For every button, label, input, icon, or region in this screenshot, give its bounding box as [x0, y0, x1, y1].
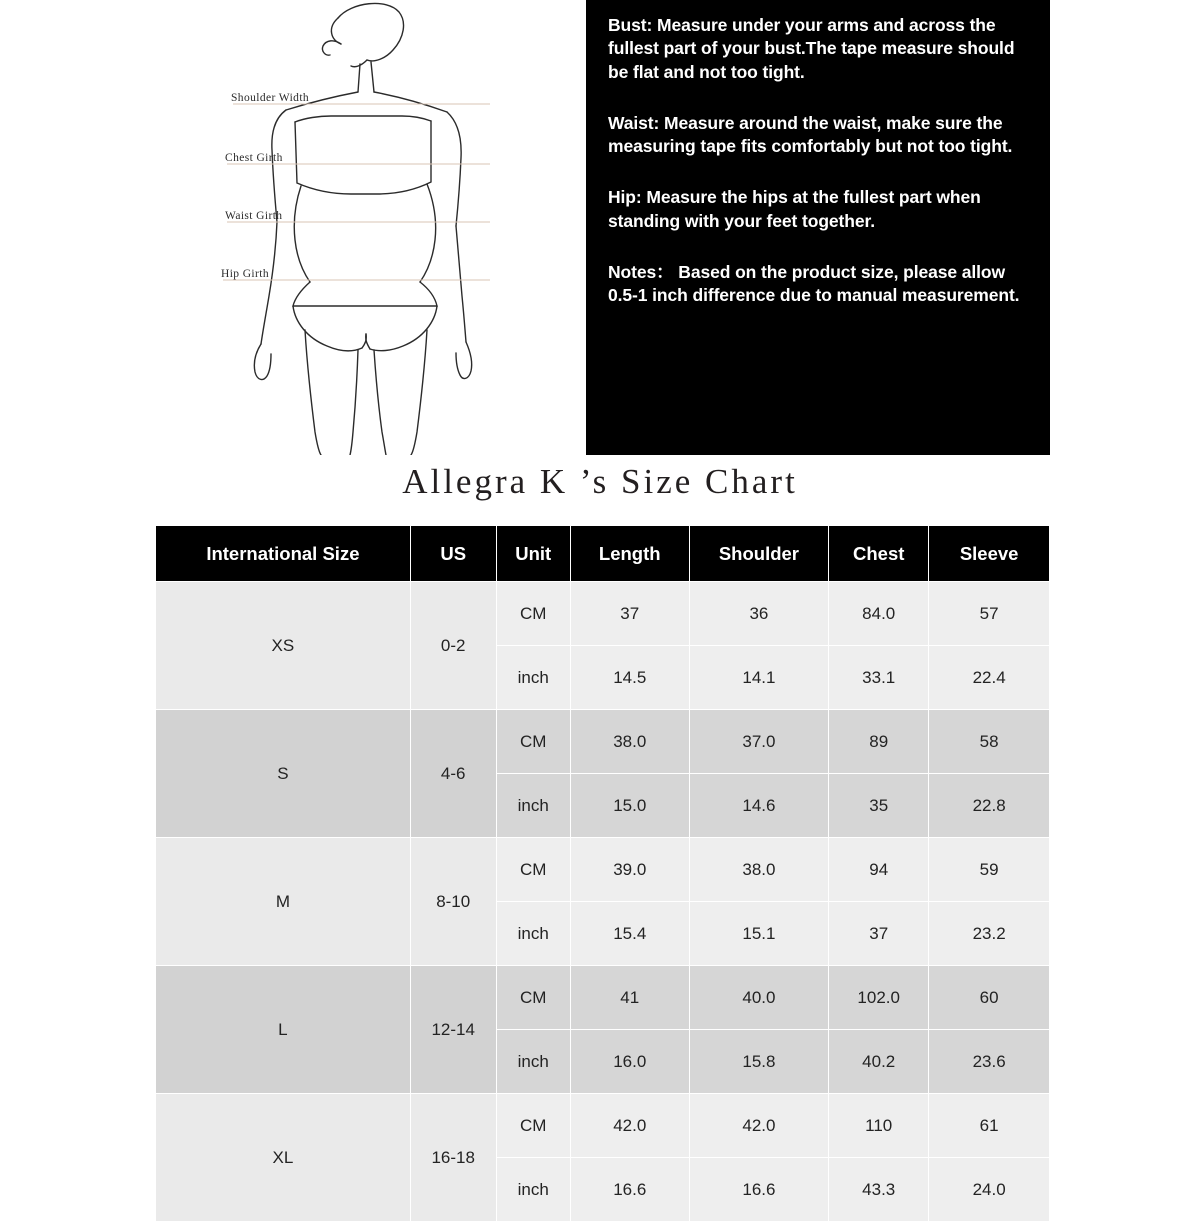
cell-chest: 40.2 [829, 1030, 929, 1094]
cell-unit: CM [496, 582, 570, 646]
cell-length: 41 [570, 966, 689, 1030]
cell-chest: 35 [829, 774, 929, 838]
cell-chest: 37 [829, 902, 929, 966]
cell-chest: 110 [829, 1094, 929, 1158]
cell-shoulder: 36 [689, 582, 828, 646]
cell-unit: CM [496, 838, 570, 902]
cell-shoulder: 14.1 [689, 646, 828, 710]
table-row [156, 582, 1050, 646]
cell-shoulder: 15.8 [689, 1030, 828, 1094]
cell-sleeve: 24.0 [929, 1158, 1050, 1222]
table-row [156, 838, 1050, 902]
label-waist-girth: Waist Girth [225, 210, 283, 222]
cell-international-size: M [156, 838, 411, 966]
table-row [156, 710, 1050, 774]
cell-us-size: 0-2 [410, 582, 496, 710]
size-chart-table-wrapper [155, 525, 1050, 1222]
cell-us-size: 12-14 [410, 966, 496, 1094]
cell-sleeve: 57 [929, 582, 1050, 646]
cell-sleeve: 58 [929, 710, 1050, 774]
cell-shoulder: 14.6 [689, 774, 828, 838]
cell-international-size: XS [156, 582, 411, 710]
cell-international-size: XL [156, 1094, 411, 1222]
cell-unit: inch [496, 646, 570, 710]
cell-chest: 84.0 [829, 582, 929, 646]
cell-shoulder: 40.0 [689, 966, 828, 1030]
cell-length: 39.0 [570, 838, 689, 902]
cell-sleeve: 23.6 [929, 1030, 1050, 1094]
cell-unit: CM [496, 710, 570, 774]
cell-international-size: S [156, 710, 411, 838]
label-shoulder-width: Shoulder Width [231, 92, 310, 104]
column-header-sleeve: Sleeve [929, 526, 1050, 582]
cell-shoulder: 38.0 [689, 838, 828, 902]
cell-chest: 33.1 [829, 646, 929, 710]
size-chart-table [155, 525, 1050, 1222]
cell-chest: 102.0 [829, 966, 929, 1030]
page-title: Allegra K ’s Size Chart [402, 462, 798, 501]
cell-unit: inch [496, 902, 570, 966]
cell-sleeve: 61 [929, 1094, 1050, 1158]
cell-chest: 43.3 [829, 1158, 929, 1222]
column-header-unit: Unit [496, 526, 570, 582]
cell-shoulder: 15.1 [689, 902, 828, 966]
instruction-bust: Bust: Measure under your arms and across the fullest part of your bust.The tape measure should be flat and not too tight. [608, 15, 1015, 82]
instruction-waist: Waist: Measure around the waist, make sure the measuring tape fits comfortably but not too tight. [608, 112, 1013, 157]
cell-length: 38.0 [570, 710, 689, 774]
cell-unit: inch [496, 1030, 570, 1094]
measurement-instructions-panel [586, 0, 1050, 455]
cell-us-size: 8-10 [410, 838, 496, 966]
female-body-outline-icon [155, 0, 585, 455]
column-header-length: Length [570, 526, 689, 582]
table-row [156, 966, 1050, 1030]
cell-length: 15.4 [570, 902, 689, 966]
cell-sleeve: 22.4 [929, 646, 1050, 710]
cell-shoulder: 37.0 [689, 710, 828, 774]
column-header-us: US [410, 526, 496, 582]
cell-length: 15.0 [570, 774, 689, 838]
cell-chest: 89 [829, 710, 929, 774]
cell-length: 14.5 [570, 646, 689, 710]
cell-unit: CM [496, 1094, 570, 1158]
cell-us-size: 16-18 [410, 1094, 496, 1222]
cell-length: 42.0 [570, 1094, 689, 1158]
cell-international-size: L [156, 966, 411, 1094]
cell-length: 16.6 [570, 1158, 689, 1222]
column-header-international-size: International Size [156, 526, 411, 582]
cell-sleeve: 23.2 [929, 902, 1050, 966]
cell-sleeve: 60 [929, 966, 1050, 1030]
table-row [156, 1094, 1050, 1158]
column-header-chest: Chest [829, 526, 929, 582]
cell-unit: inch [496, 774, 570, 838]
cell-sleeve: 59 [929, 838, 1050, 902]
label-chest-girth: Chest Girth [225, 152, 283, 164]
cell-unit: CM [496, 966, 570, 1030]
instruction-notes: Notes： Based on the product size, please allow 0.5-1 inch difference due to manual measurement. [608, 261, 1020, 306]
top-section [0, 0, 1200, 501]
column-header-shoulder: Shoulder [689, 526, 828, 582]
label-hip-girth: Hip Girth [221, 268, 269, 280]
instruction-hip: Hip: Measure the hips at the fullest part when standing with your feet together. [608, 187, 981, 231]
table-header-row [156, 526, 1050, 582]
cell-sleeve: 22.8 [929, 774, 1050, 838]
cell-length: 16.0 [570, 1030, 689, 1094]
cell-shoulder: 16.6 [689, 1158, 828, 1222]
cell-shoulder: 42.0 [689, 1094, 828, 1158]
cell-us-size: 4-6 [410, 710, 496, 838]
cell-chest: 94 [829, 838, 929, 902]
cell-unit: inch [496, 1158, 570, 1222]
body-measurement-figure [155, 0, 585, 455]
cell-length: 37 [570, 582, 689, 646]
